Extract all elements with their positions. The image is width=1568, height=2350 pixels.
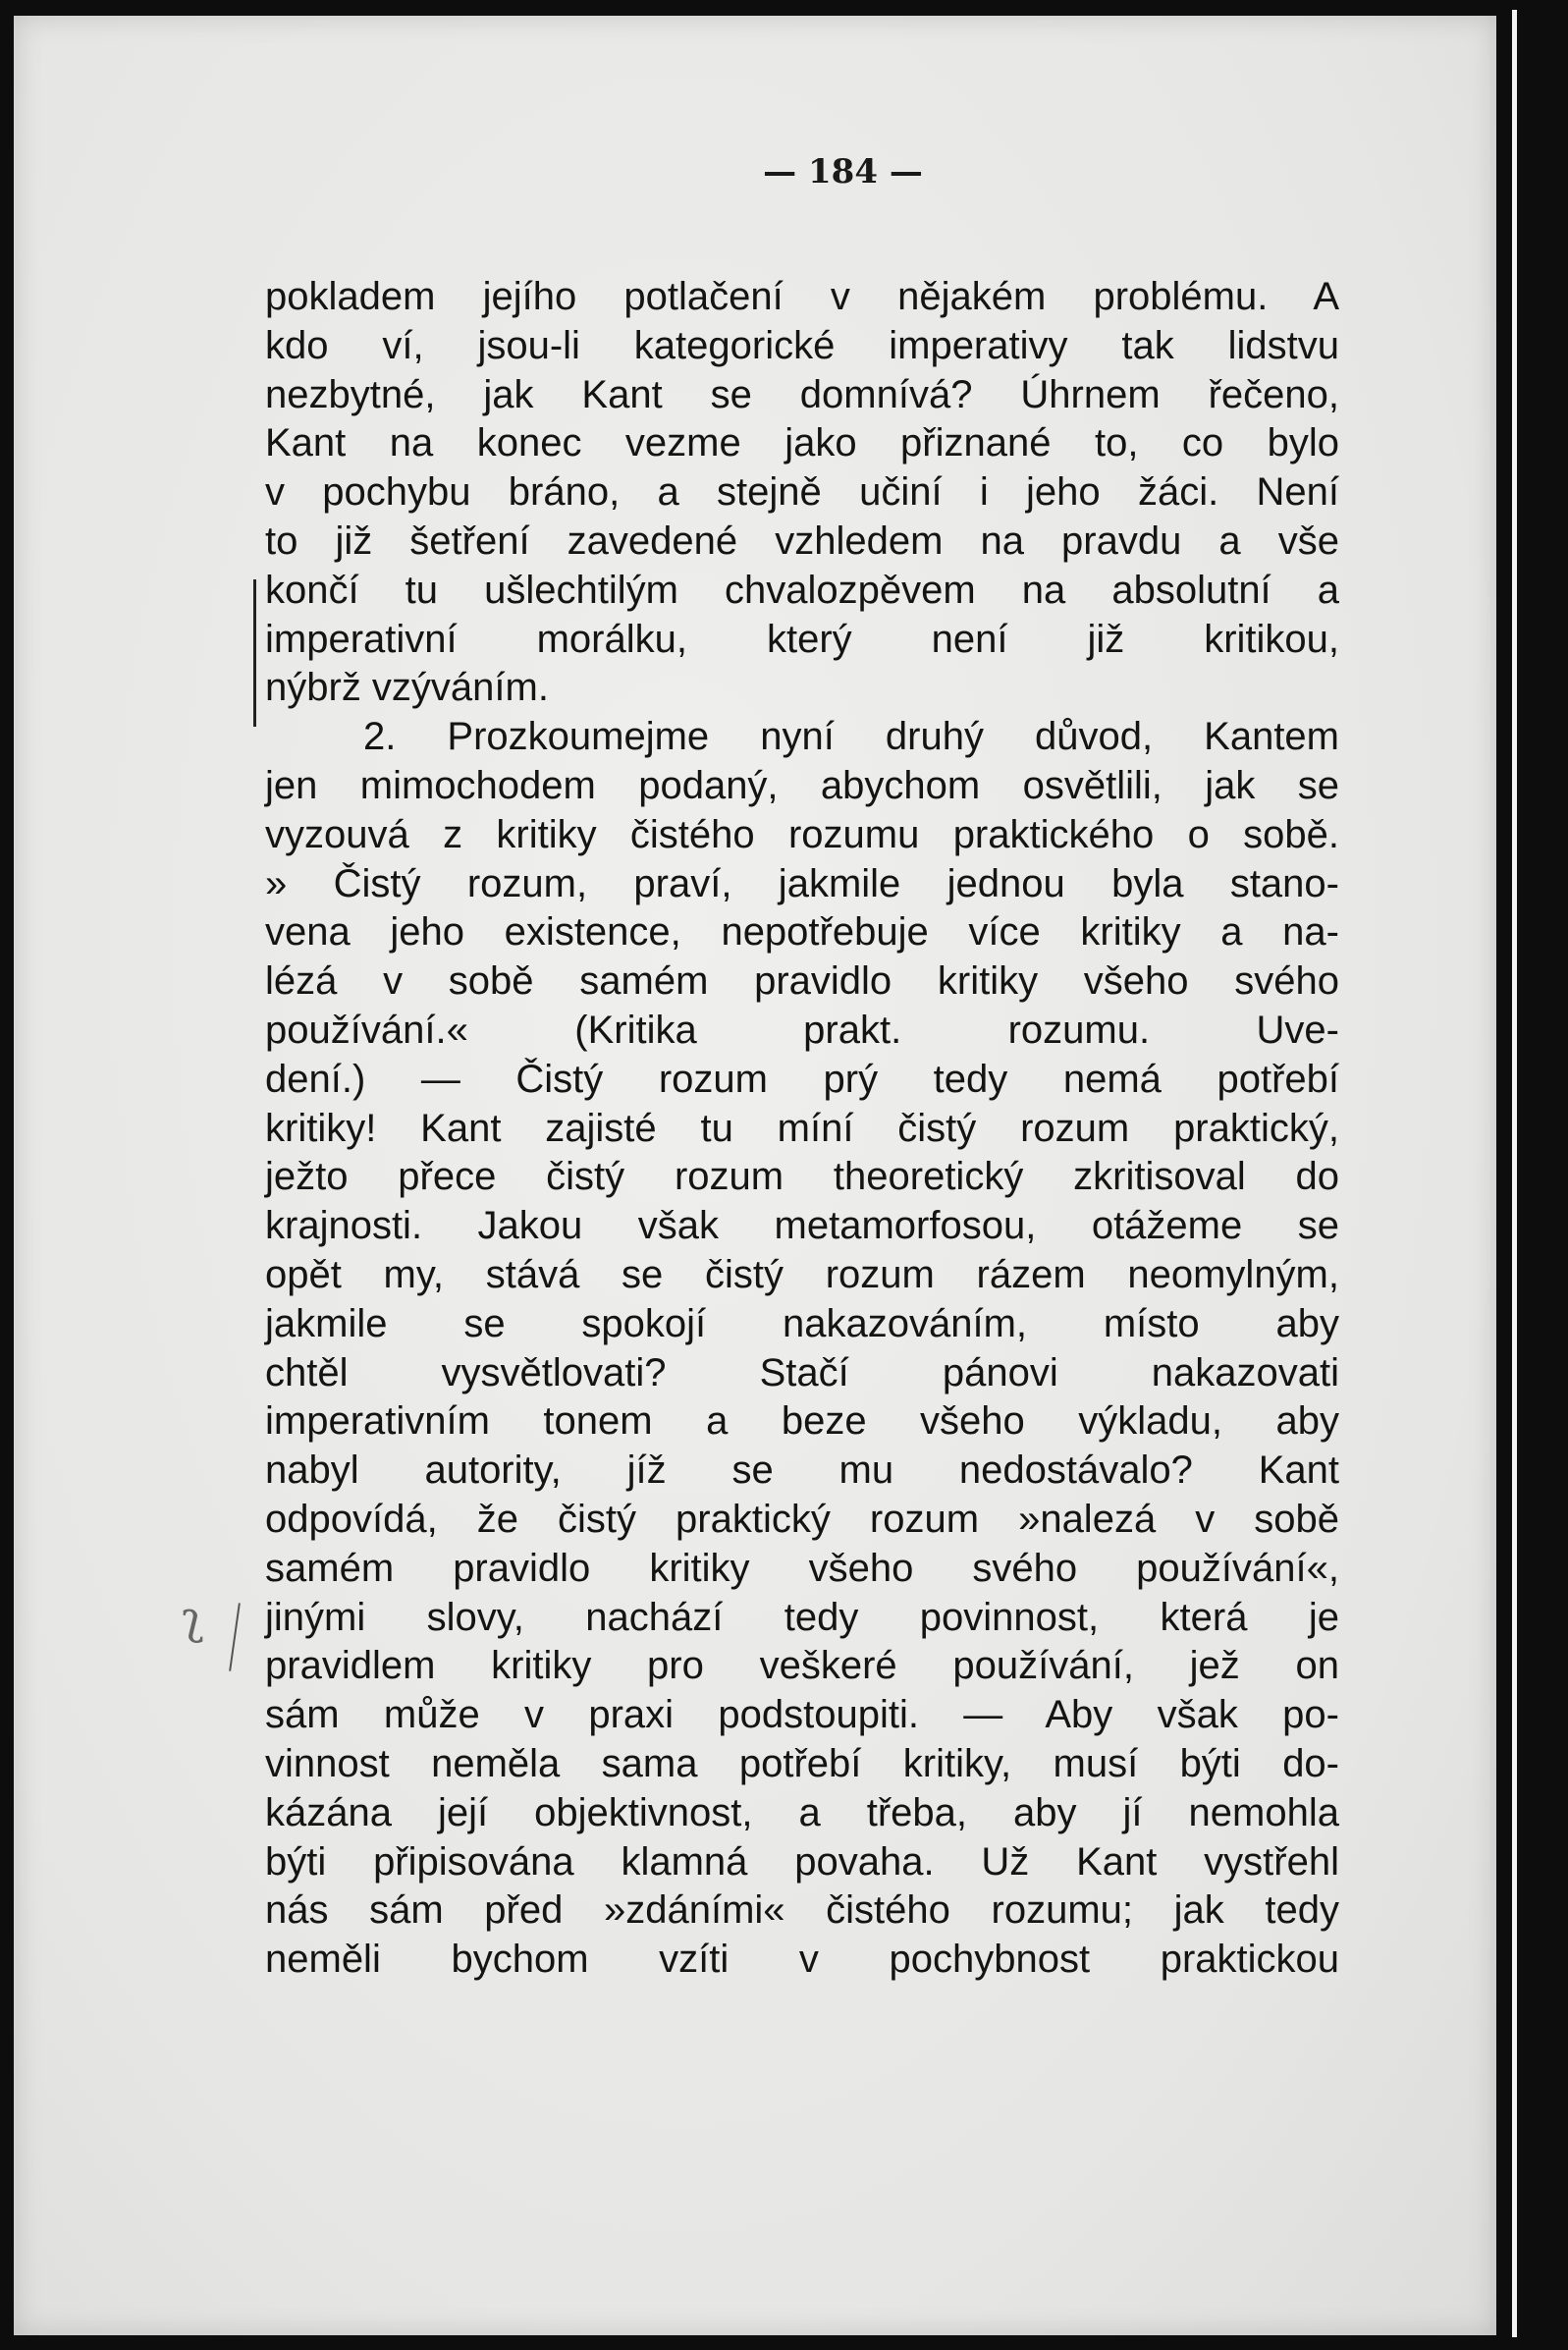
text-line: v pochybu bráno, a stejně učiní i jeho žáci. Není [265, 470, 1339, 515]
text-line: odpovídá, že čistý praktický rozum »nalezá v sobě [265, 1497, 1339, 1541]
text-line: opět my, stává se čistý rozum rázem neomylným, [265, 1252, 1339, 1296]
text-line: končí tu ušlechtilým chvalozpěvem na absolutní a [265, 568, 1339, 612]
text-line: vena jeho existence, nepotřebuje více kritiky a na- [265, 910, 1339, 955]
text-line: 2. Prozkoumejme nyní druhý důvod, Kantem [363, 715, 1339, 759]
text-line: sám může v praxi podstoupiti. — Aby však po- [265, 1693, 1339, 1737]
text-line: vinnost neměla sama potřebí kritiky, musí býti do- [265, 1741, 1339, 1785]
text-line: Kant na konec vezme jako přiznané to, co bylo [265, 421, 1339, 465]
margin-bracket-mark [253, 579, 266, 727]
text-line: kdo ví, jsou-li kategorické imperativy tak lidstvu [265, 323, 1339, 367]
text-line: jen mimochodem podaný, abychom osvětlili, jak se [265, 763, 1339, 807]
text-line: nýbrž vzýváním. [265, 666, 549, 710]
text-line: samém pravidlo kritiky všeho svého používání«, [265, 1546, 1339, 1590]
text-line: používání.« (Kritika prakt. rozumu. Uve- [265, 1008, 1339, 1052]
page-edge [1512, 10, 1517, 2337]
text-line: » Čistý rozum, praví, jakmile jednou byla stano- [265, 861, 1339, 905]
text-line: vyzouvá z kritiky čistého rozumu praktického o sobě. [265, 812, 1339, 856]
text-line: kritiky! Kant zajisté tu míní čistý rozum praktický, [265, 1106, 1339, 1150]
text-line: nabyl autority, jíž se mu nedostávalo? Kant [265, 1448, 1339, 1493]
margin-pencil-mark: ʅ [182, 1591, 204, 1644]
text-line: imperativní morálku, který není již kritikou, [265, 617, 1339, 661]
text-line: pravidlem kritiky pro veškeré používání, jež on [265, 1644, 1339, 1688]
body-text [265, 273, 1339, 1985]
text-line: chtěl vysvětlovati? Stačí pánovi nakazovati [265, 1350, 1339, 1394]
text-line: nezbytné, jak Kant se domnívá? Úhrnem řečeno, [265, 372, 1339, 416]
text-line: ježto přece čistý rozum theoretický zkritisoval do [265, 1155, 1339, 1199]
text-line: býti připisována klamná povaha. Už Kant vystřehl [265, 1839, 1339, 1884]
text-line: lézá v sobě samém pravidlo kritiky všeho svého [265, 959, 1339, 1004]
text-line: nás sám před »zdáními« čistého rozumu; jak tedy [265, 1888, 1339, 1933]
text-line: dení.) — Čistý rozum prý tedy nemá potřebí [265, 1057, 1339, 1101]
text-line: kázána její objektivnost, a třeba, aby jí nemohla [265, 1790, 1339, 1834]
text-line: pokladem jejího potlačení v nějakém problému. A [265, 275, 1339, 318]
text-line: imperativním tonem a beze všeho výkladu, aby [265, 1399, 1339, 1444]
text-line: jakmile se spokojí nakazováním, místo aby [265, 1301, 1339, 1345]
text-line: krajnosti. Jakou však metamorfosou, otážeme se [265, 1204, 1339, 1248]
text-line: jinými slovy, nachází tedy povinnost, která je [265, 1595, 1339, 1639]
text-line: neměli bychom vzíti v pochybnost praktickou [265, 1938, 1339, 1982]
text-line: to již šetření zavedené vzhledem na pravdu a vše [265, 519, 1339, 563]
page-number: — 184 — [763, 152, 923, 191]
